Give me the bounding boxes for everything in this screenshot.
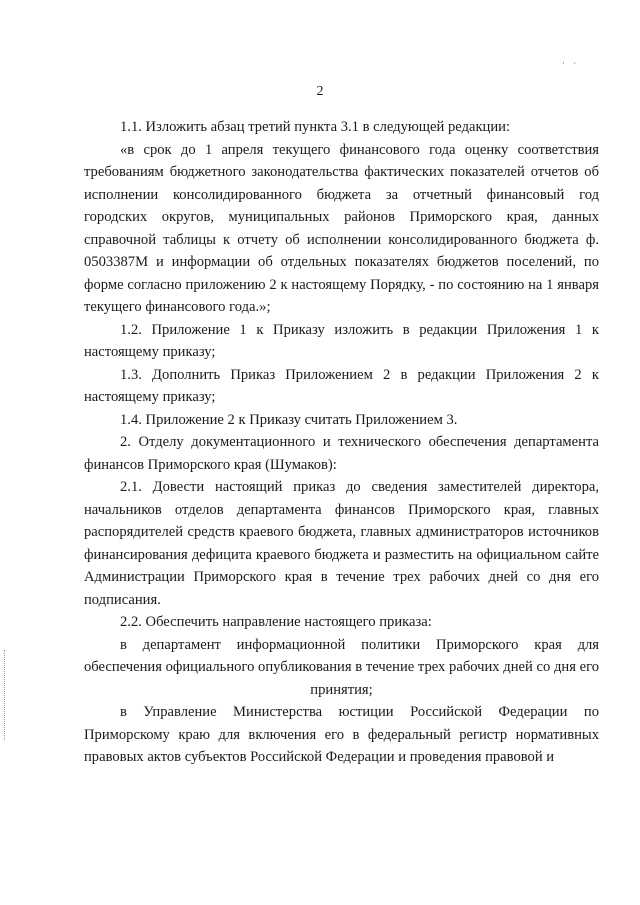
paragraph-ministry-justice: в Управление Министерства юстиции Российской Федерации по Приморскому краю для включения его в федеральный регистр нормативных правовых актов субъектов Российской Федерации и проведения правовой и (84, 704, 599, 765)
paragraph-quote: «в срок до 1 апреля текущего финансового года оценку соответствия требованиям бюджетного законодательства фактических показателей отчетов об исполнении консолидированного бюджета за отчетный финансовый год городских округов, муниципальных районов Приморского края, данных справочной таблицы к отчету об исполнении консолидированного бюджета ф. 0503387М и информации об отдельных показателях бюджетов поселений, по форме согласно приложению 2 к настоящему Порядку, - по состоянию на 1 января текущего финансового года.»; (84, 141, 599, 315)
paragraph-1-4: 1.4. Приложение 2 к Приказу считать Приложением 3. (120, 411, 458, 428)
paragraph-2-2: 2.2. Обеспечить направление настоящего приказа: (120, 614, 432, 630)
paragraph-2: 2. Отделу документационного и технического обеспечения департамента финансов Приморского края (Шумаков): (84, 434, 599, 473)
paragraph-2-1: 2.1. Довести настоящий приказ до сведения заместителей директора, начальников отделов департамента финансов Приморского края, главных распорядителей средств краевого бюджета, главных администраторов источников финансирования дефицита краевого бюджета и разместить на официальном сайте Администрации Приморского края в течение трех рабочих дней со дня его подписания. (84, 479, 599, 608)
page-number: 2 (316, 84, 324, 99)
paragraph-1-1: 1.1. Изложить абзац третий пункта 3.1 в следующей редакции: (120, 119, 511, 135)
corner-marks: · · (562, 58, 580, 68)
paragraph-1-3: 1.3. Дополнить Приказ Приложением 2 в редакции Приложения 2 к настоящему приказу; (84, 366, 599, 405)
document-body (84, 116, 599, 769)
paragraph-1-2: 1.2. Приложение 1 к Приказу изложить в редакции Приложения 1 к настоящему приказу; (84, 321, 599, 360)
paragraph-info-policy: в департамент информационной политики Приморского края для обеспечения официального опубликования в течение трех рабочих дней со дня его принятия; (84, 636, 599, 698)
binding-edge-marks (4, 650, 7, 740)
